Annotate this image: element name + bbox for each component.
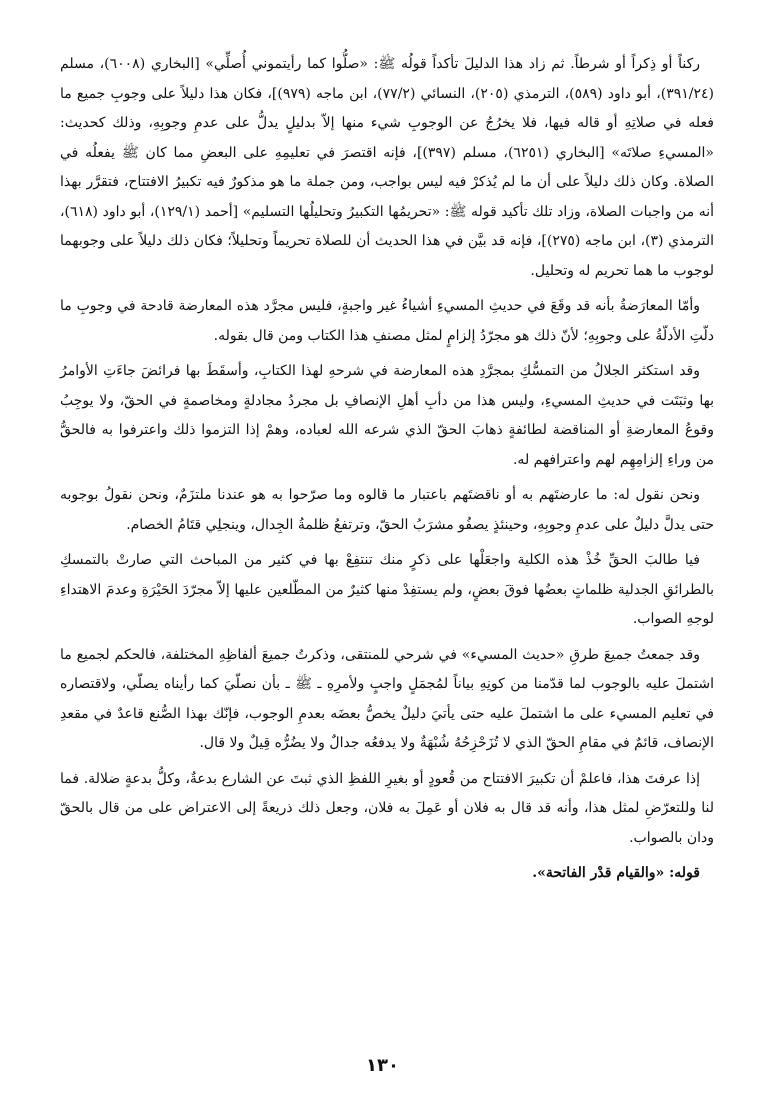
- paragraph-4: ونحن نقول له: ما عارضتَهم به أو ناقضتَهم باعتبار ما قالوه وما صرّحوا به هو عندنا ملتزَمٌ، ونحن نقولُ بوجوبه حتى يدلَّ دليلٌ على عدمِ وجوبِهِ، وحينئذٍ يصفُو مشرَبُ الحقّ، وترتفعُ ظلمةُ الجِدال، وينجلِي قتَامُ الخصام.: [60, 487, 714, 533]
- paragraph-3: وقد استكثر الجلالُ من التمسُّكِ بمجرَّدِ هذه المعارضة في شرحهِ لهذا الكتابِ، وأسقَطَ بها فرائضَ جاءَتِ الأوامرُ بها وثبَتَت في حديثِ المسيءِ، وليس هذا من دأبِ أهلِ الإنصافِ بل مجردُ مجادلةٍ ومخاصمةٍ في الحقّ، ولا يوجِبُ وقوعُ المعارضةِ أو المناقضة لطائفةٍ ذهابَ الحقّ الذي شرعه الله لعباده، وهمْ إذا التزموا ذلك واعترفوا به فالحقُّ من وراءِ إلزامِهِم لهم واعترافهم له.: [60, 363, 714, 468]
- paragraph-5: فيا طالبَ الحقِّ خُذْ هذه الكلية واجعَلْها على ذكرٍ منك تنتفِعْ بها في كثير من المباحث التي صارتْ بالتمسكِ بالطرائقِ الجدلية ظلماتٍ بعضُها فوقَ بعضٍ، ولم يستفِدْ منها كثيرٌ من المطّلعين عليها إلاّ مجرّدَ الحَيْرَةِ وعدمَ الاهتداءِ لوجهِ الصواب.: [60, 552, 714, 627]
- paragraph-2: وأمّا المعارَضةُ بأنه قد وقَعَ في حديثِ المسيءِ أشياءُ غير واجبةٍ، فليس مجرَّد هذه المعارضة قادحة في وجوبِ ما دلّتِ الأدلّةُ على وجوبِهِ؛ لأنّ ذلك هو مجرّدُ إلزامٍ لمثل مصنفِ هذا الكتاب ومن قال بقوله.: [60, 298, 714, 344]
- paragraph-6: وقد جمعتُ جميعَ طرقِ «حديث المسيء» في شرحي للمنتقى، وذكرتُ جميعَ ألفاظِهِ المختلفة، فالحكم لجميع ما اشتملَ عليه بالوجوب لما قدّمنا من كونِهِ بياناً لمُجمَلٍ واجبٍ ولأمرِهِ ـ ﷺ ـ بأن نصلّيَ كما رأيناه يصلّي، ولاقتصاره في تعليم المسيء على ما اشتملَ عليه حتى يأتيَ دليلٌ يخصُّ بعضَه بعدمِ الوجوب، فإنّك بهذا الصُّنع قاعدٌ في مقعدِ الإنصاف، قائمٌ في مقامِ الحقّ الذي لا تُزَحْزِحُهُ شُبْهَةٌ ولا يدفعُه جدالٌ ولا يضُرُّه قِيلٌ ولا قال.: [60, 646, 714, 751]
- section-heading: قوله: «والقيام قدْر الفاتحة».: [532, 865, 700, 881]
- page-number: ١٣٠: [366, 1055, 399, 1076]
- paragraph-7: إذا عرفتَ هذا، فاعلمْ أن تكبيرَ الافتتاح من قُعودٍ أو بغيرِ اللفظِ الذي ثبتَ عن الشارع بدعةٌ، وكلُّ بدعةٍ ضلالة. فما لنا وللتعرّضِ لمثل هذا، وأنه قد قال به فلان أو عَمِلَ به فلان، وجعل ذلك ذريعةً إلى الاعتراض على من قال بالحقّ ودان بالصواب.: [60, 770, 714, 846]
- paragraph-1: ركناً أو ذِكراً أو شرطاً. ثم زاد هذا الدليلَ تأكداً قولُه ﷺ: «صلُّوا كما رأيتموني أُصلِّي» [البخاري (٦٠٠٨)، مسلم (٣٩١/٢٤)، أبو داود (٥٨٩)، الترمذي (٢٠٥)، النسائي (٧٧/٢)، ابن ماجه (٩٧٩)]، فكان هذا دليلاً على وجوبِ جميع ما فعله في صلاتِهِ أو قاله فيها، فلا يخرُجُ عن الوجوبِ شيء منها إلاّ بدليلٍ يدلُّ على عدمِ وجوبِهِ، وذلك كحديث: «المسيءِ صلاتَه» [البخاري (٦٢٥١)، مسلم (٣٩٧)]، فإنه اقتصرَ في تعليمِهِ على البعضِ مما كان ﷺ يفعلُه في الصلاة. وكان ذلك دليلاً على أن ما لم يُذكرْ فيه ليس بواجب، ومن جملة ما هو مذكورٌ فيه تكبيرُ الافتتاح، فتقرَّر بهذا أنه من واجبات الصلاة، وزاد تلك تأكيد قوله ﷺ: «تحريمُها التكبيرُ وتحليلُها التسليم» [أحمد (١٢٩/١)، أبو داود (٦١٨)، الترمذي (٣)، ابن ماجه (٢٧٥)]، فإنه قد بيَّن في هذا الحديث أن للصلاة تحريماً وتحليلاً؛ فكان ذلك دليلاً على وجوبهما لوجوب ما هما تحريم له وتحليل.: [60, 56, 714, 279]
- page-body: [60, 50, 714, 888]
